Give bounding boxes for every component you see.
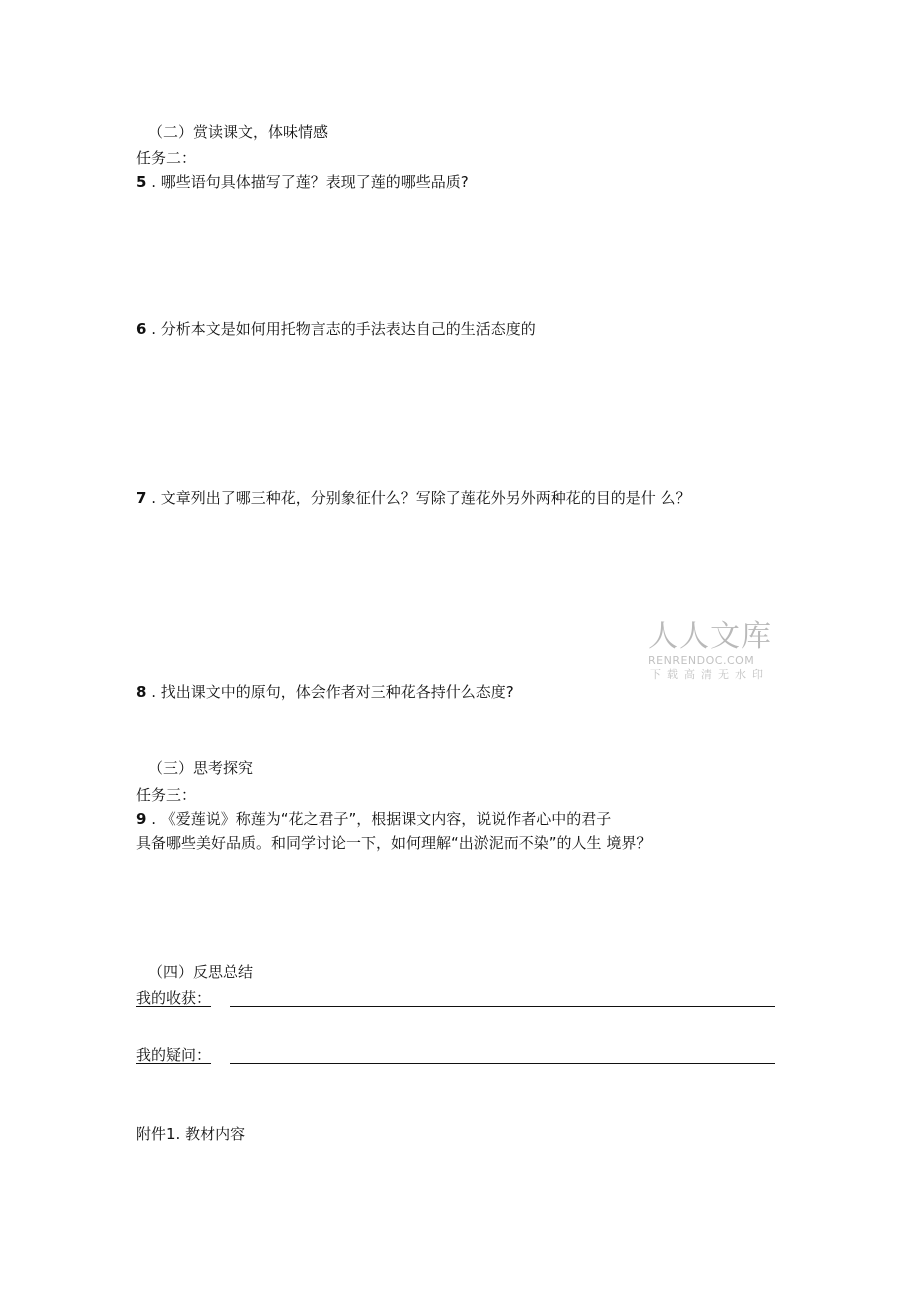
- question-7-text: . 文章列出了哪三种花，分别象征什么？写除了莲花外另外两种花的目的是什 么？: [146, 489, 691, 507]
- question-5-number: 5: [136, 173, 147, 191]
- watermark-url: RENRENDOC.COM: [648, 654, 755, 667]
- question-9-text-line2: 具备哪些美好品质。和同学讨论一下，如何理解“出淤泥而不染”的人生 境界？: [136, 834, 652, 852]
- question-9-number: 9: [136, 810, 147, 828]
- question-7-number: 7: [136, 489, 147, 507]
- watermark-logo-text: 人人文库: [648, 619, 772, 654]
- question-8-text: . 找出课文中的原句，体会作者对三种花各持什么态度?: [146, 683, 514, 701]
- watermark-subtitle: 下载高清无水印: [650, 668, 769, 681]
- question-6-text: . 分析本文是如何用托物言志的手法表达自己的生活态度的: [146, 320, 536, 338]
- section2-heading: （二）赏读课文，体味情感: [148, 123, 329, 141]
- question-8: [136, 682, 514, 702]
- section3-heading: （三）思考探究: [148, 759, 254, 777]
- question-5-text: . 哪些语句具体描写了莲？表现了莲的哪些品质?: [146, 173, 469, 191]
- question-9: [136, 809, 611, 829]
- question-6-number: 6: [136, 320, 147, 338]
- question-6: [136, 319, 536, 339]
- question-8-number: 8: [136, 683, 147, 701]
- question-5: [136, 172, 469, 192]
- gain-label: 我的收获：: [136, 989, 212, 1007]
- question-label: 我的疑问：: [136, 1046, 212, 1064]
- gain-answer-line[interactable]: [230, 1006, 775, 1007]
- task3-label: 任务三：: [136, 786, 197, 804]
- appendix-title: 附件1. 教材内容: [136, 1125, 246, 1143]
- section4-heading: （四）反思总结: [148, 963, 254, 981]
- question-7: [136, 488, 691, 508]
- question-9-text-line1: . 《爱莲说》称莲为“花之君子”，根据课文内容，说说作者心中的君子: [146, 810, 612, 828]
- question-answer-line[interactable]: [230, 1063, 775, 1064]
- task2-label: 任务二：: [136, 149, 197, 167]
